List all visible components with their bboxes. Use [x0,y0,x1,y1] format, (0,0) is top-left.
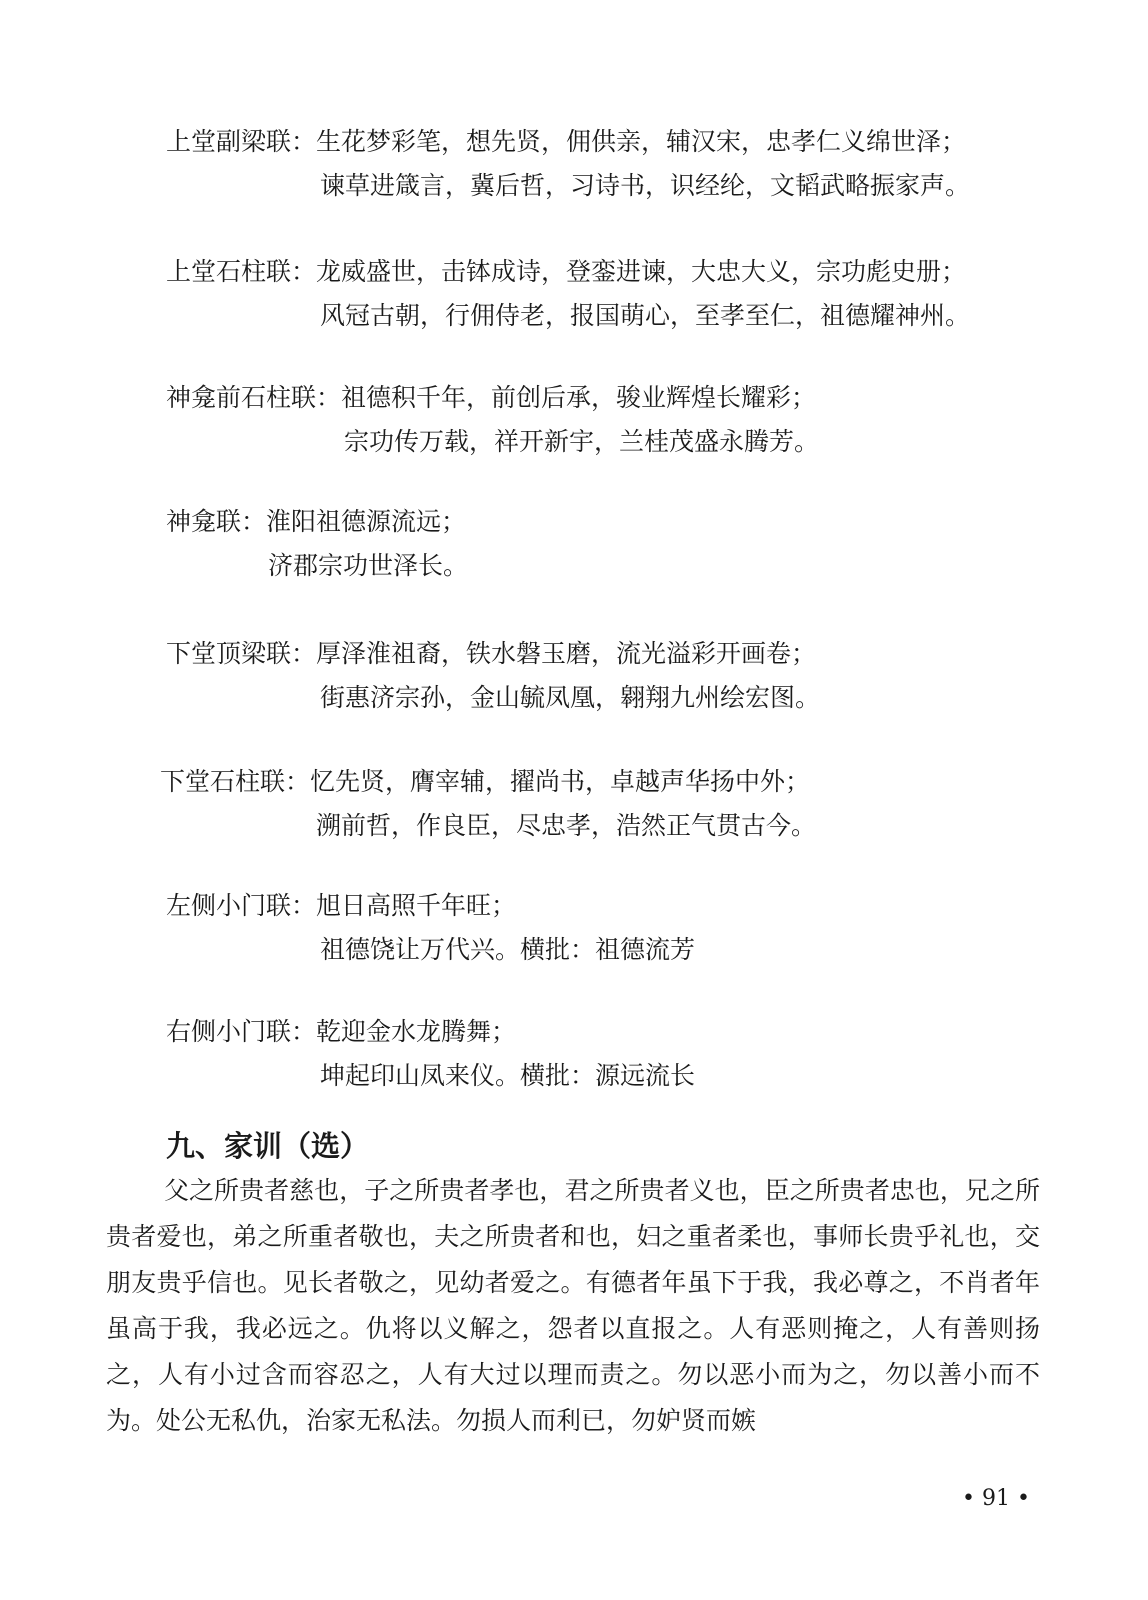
couplet-1 [166,250,970,338]
couplet-lower-line: 风冠古朝，行佣侍老，报国萌心，至孝至仁，祖德耀神州。 [320,301,971,330]
couplet-upper-line: 厚泽淮祖裔，铁水磐玉磨，流光溢彩开画卷； [316,639,817,668]
couplet-lower-line: 街惠济宗孙，金山毓凤凰，翱翔九州绘宏图。 [320,683,821,712]
family-precepts-paragraph: 父之所贵者慈也，子之所贵者孝也，君之所贵者义也，臣之所贵者忠也，兄之所贵者爱也，弟之所重者敬也，夫之所贵者和也，妇之重者柔也，事师长贵乎礼也，交朋友贵乎信也。见长者敬之，见幼者爱之。有德者年虽下于我，我必尊之，不肖者年虽高于我，我必远之。仇将以义解之，怨者以直报之。人有恶则掩之，人有善则扬之，人有小过含而容忍之，人有大过以理而责之。勿以恶小而为之，勿以善小而不为。处公无私仇，治家无私法。勿损人而利已，勿妒贤而嫉 [106,1176,1040,1435]
couplet-label: 上堂石柱联： [166,257,317,286]
couplet-label: 神龛前石柱联： [166,383,342,412]
couplet-upper-line: 忆先贤，膺宰辅，擢尚书，卓越声华扬中外； [310,767,811,796]
couplet-upper-line: 旭日高照千年旺； [316,891,517,920]
couplet-upper-line: 淮阳祖德源流远； [266,507,467,536]
page-number: • 91 • [962,1486,1030,1511]
couplet-lower-line: 祖德饶让万代兴。横批：祖德流芳 [320,935,696,964]
couplet-2 [166,376,819,464]
couplet-label: 左侧小门联： [166,891,317,920]
couplet-label: 上堂副梁联： [166,127,317,156]
couplet-label: 神龛联： [166,507,267,536]
couplet-lower-line: 坤起印山凤来仪。横批：源远流长 [320,1061,696,1090]
section-heading: 九、家训（选） [166,1129,370,1163]
couplet-upper-line: 乾迎金水龙腾舞； [316,1017,517,1046]
couplet-3 [166,500,468,588]
couplet-upper-line: 祖德积千年，前创后承，骏业辉煌长耀彩； [341,383,817,412]
couplet-7 [166,1010,695,1098]
couplet-lower-line: 济郡宗功世泽长。 [268,551,469,580]
couplet-upper-line: 生花梦彩笔，想先贤，佣供亲，辅汉宋，忠孝仁义绵世泽； [316,127,967,156]
couplet-5 [160,760,816,848]
couplet-lower-line: 溯前哲，作良臣，尽忠孝，浩然正气贯古今。 [316,811,817,840]
couplet-0 [166,120,970,208]
couplet-4 [166,632,820,720]
couplet-6 [166,884,695,972]
couplet-label: 下堂顶梁联： [166,639,317,668]
couplet-lower-line: 宗功传万载，祥开新宇，兰桂茂盛永腾芳。 [344,427,820,456]
couplet-upper-line: 龙威盛世，击钵成诗，登銮进谏，大忠大义，宗功彪史册； [316,257,967,286]
couplet-label: 下堂石柱联： [160,767,311,796]
couplet-lower-line: 谏草进箴言，冀后哲，习诗书，识经纶，文韬武略振家声。 [320,171,971,200]
couplet-label: 右侧小门联： [166,1017,317,1046]
